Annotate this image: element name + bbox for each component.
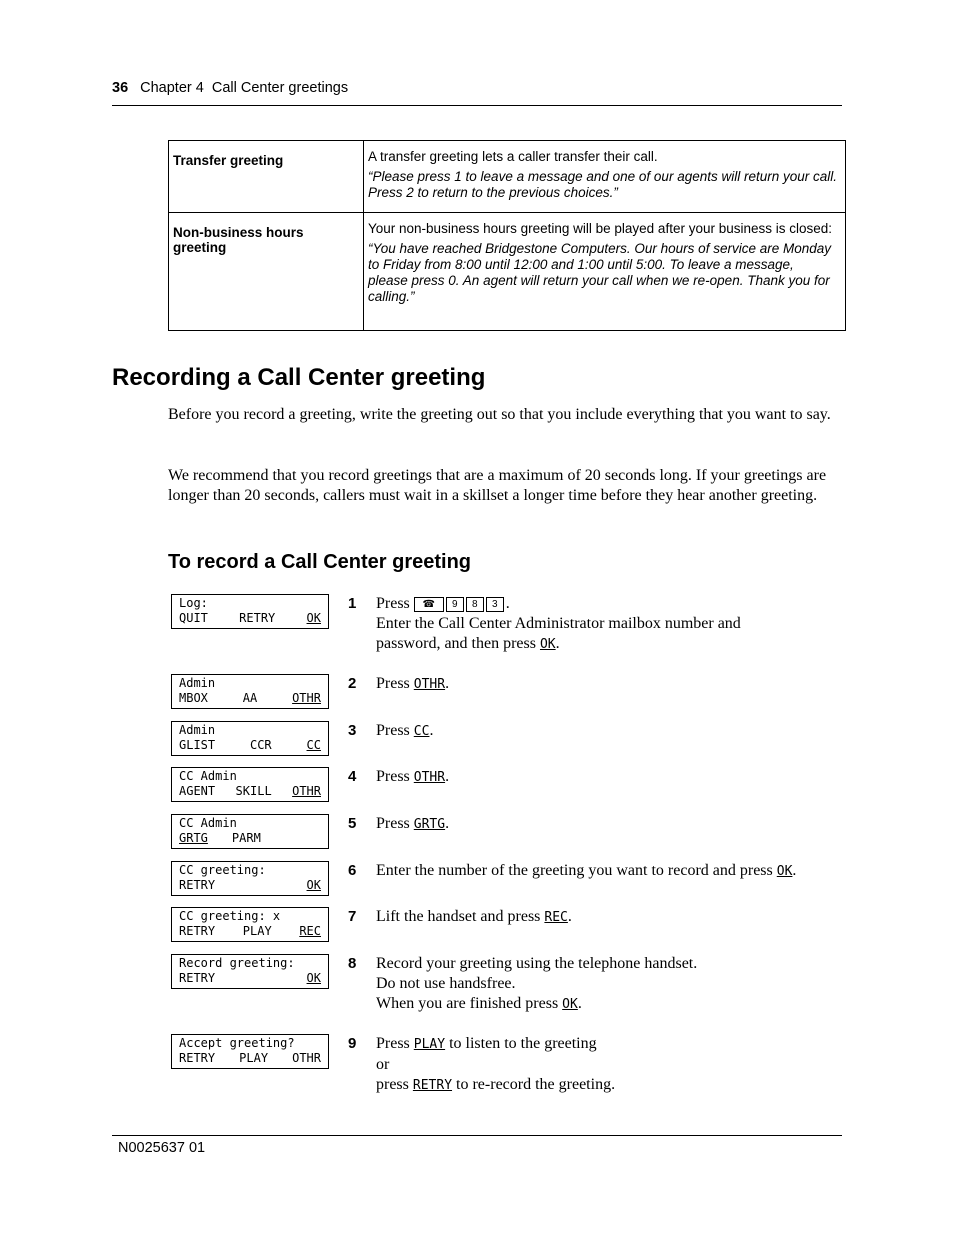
step-number: 2: [348, 675, 357, 692]
step-text: [376, 674, 846, 695]
softkey-reference: OK: [539, 637, 556, 652]
softkey-label: RETRY: [179, 878, 216, 892]
display-prompt: Admin: [179, 723, 216, 737]
step-text-part: press: [376, 1076, 409, 1093]
step-text: [376, 814, 846, 835]
telephone-display: [171, 594, 329, 629]
section-title: Recording a Call Center greeting: [112, 364, 486, 391]
description-text: Your non-business hours greeting will be played after your business is closed:: [368, 221, 833, 236]
softkey-label: OTHR: [292, 1051, 321, 1065]
softkey-label: SKILL: [235, 784, 272, 798]
softkey-reference: GRTG: [413, 817, 446, 832]
softkey-label: CC: [306, 738, 321, 752]
softkey-label: MBOX: [179, 691, 208, 705]
step-text-part: When you are finished press: [376, 995, 559, 1012]
display-prompt: CC Admin: [179, 816, 237, 830]
greeting-type-label: Non-business hours greeting: [169, 213, 364, 331]
description-text: A transfer greeting lets a caller transfer their call.: [368, 149, 658, 164]
step-text: [376, 1034, 846, 1096]
step-text: [376, 861, 854, 882]
softkey-label: GLIST: [179, 738, 216, 752]
step-text-part: or: [376, 1056, 390, 1073]
table-row: [169, 141, 846, 213]
display-prompt: Accept greeting?: [179, 1036, 295, 1050]
display-prompt: CC greeting: x: [179, 909, 281, 923]
softkey-reference: REC: [544, 910, 568, 925]
step-text-part: Press: [376, 722, 410, 739]
step-text-part: Do not use handsfree.: [376, 975, 516, 992]
softkey-label: OTHR: [292, 784, 321, 798]
greeting-table: [168, 140, 846, 331]
greeting-description: [364, 213, 846, 331]
table-row: [169, 213, 846, 331]
telephone-display: [171, 907, 329, 942]
footer-rule: [112, 1135, 842, 1136]
chapter-title: Chapter 4 Call Center greetings: [140, 80, 349, 96]
step-number: 5: [348, 815, 357, 832]
softkey-label: GRTG: [179, 831, 208, 845]
step-text-part: .: [445, 815, 450, 832]
step-text-part: .: [445, 675, 450, 692]
softkey-label: QUIT: [179, 611, 208, 625]
softkey-reference: OK: [562, 997, 578, 1012]
step-text: [376, 767, 846, 788]
step-text-part: to listen to the greeting: [445, 1035, 597, 1052]
telephone-display: [171, 954, 329, 989]
greeting-description: [364, 141, 846, 213]
step-text: [376, 721, 846, 742]
recommendation-paragraph: We recommend that you record greetings that are a maximum of 20 seconds long. If your greetings are longer than 20 seconds, callers must wait in a skillset a longer time before they hear another greeting.: [168, 467, 827, 504]
page-number: 36: [112, 80, 129, 96]
softkey-label: OK: [306, 878, 321, 892]
softkey-label: OK: [306, 611, 321, 625]
telephone-display: [171, 1034, 329, 1069]
step-text-part: Lift the handset and press: [376, 908, 541, 925]
display-prompt: Log:: [179, 596, 208, 610]
document-number: N0025637 01: [118, 1140, 206, 1156]
softkey-label: PLAY: [242, 924, 272, 938]
softkey-label: REC: [299, 924, 321, 938]
softkey-label: OK: [306, 971, 321, 985]
header-rule: [112, 105, 842, 106]
softkey-reference: PLAY: [413, 1037, 446, 1052]
step-text-part: Enter the Call Center Administrator mailbox number and: [376, 615, 741, 632]
softkey-label: RETRY: [179, 971, 216, 985]
example-text: “Please press 1 to leave a message and one of our agents will return your call. Press 2 to return to the previous choices.”: [368, 169, 838, 200]
step-number: 8: [348, 955, 357, 972]
digit-key: 8: [466, 597, 484, 612]
softkey-label: AGENT: [179, 784, 216, 798]
step-text: [376, 594, 846, 655]
feature-key-icon: ☎: [414, 597, 444, 612]
digit-key: 9: [446, 597, 464, 612]
softkey-label: OTHR: [292, 691, 321, 705]
step-text-part: Record your greeting using the telephone handset.: [376, 955, 698, 972]
step-number: 1: [348, 595, 357, 612]
softkey-label: CCR: [249, 738, 272, 752]
softkey-reference: OK: [776, 864, 793, 879]
step-text-part: .: [445, 768, 450, 785]
softkey-label: AA: [242, 691, 258, 705]
step-text-part: password, and then press: [376, 635, 536, 652]
step-text-part: .: [792, 862, 797, 879]
softkey-reference: OTHR: [413, 677, 446, 692]
example-text: “You have reached Bridgestone Computers. Our hours of service are Monday to Friday from 8:00 until 12:00 and 1:00 until 5:00. To leave a message, please press 0. An agent will return your call when we re-open. Thank you for calling.”: [368, 241, 831, 304]
step-text-part: .: [577, 995, 582, 1012]
softkey-reference: OTHR: [413, 770, 446, 785]
page-header: [112, 80, 842, 96]
step-text-part: .: [567, 908, 572, 925]
telephone-display: [171, 767, 329, 802]
step-text-part: to re-record the greeting.: [452, 1076, 616, 1093]
step-text: [376, 907, 846, 928]
step-number: 4: [348, 768, 357, 785]
softkey-label: PARM: [231, 831, 261, 845]
step-text-part: Press: [376, 815, 410, 832]
telephone-display: [171, 721, 329, 756]
telephone-display: [171, 674, 329, 709]
step-text-part: .: [555, 635, 560, 652]
display-prompt: CC Admin: [179, 769, 237, 783]
telephone-display: [171, 861, 329, 896]
telephone-display: [171, 814, 329, 849]
softkey-reference: RETRY: [412, 1078, 453, 1093]
display-prompt: CC greeting:: [179, 863, 266, 877]
display-prompt: Admin: [179, 676, 216, 690]
procedure-title: To record a Call Center greeting: [168, 551, 472, 573]
softkey-reference: CC: [413, 724, 430, 739]
display-prompt: Record greeting:: [179, 956, 295, 970]
step-number: 9: [348, 1035, 357, 1052]
digit-key: 3: [486, 597, 504, 612]
softkey-label: RETRY: [179, 1051, 216, 1065]
step-number: 3: [348, 722, 357, 739]
step-text-part: Press: [376, 768, 410, 785]
softkey-label: RETRY: [179, 924, 216, 938]
softkey-label: RETRY: [239, 611, 276, 625]
step-number: 6: [348, 862, 357, 879]
step-text-part: .: [505, 595, 510, 612]
step-number: 7: [348, 908, 357, 925]
step-text: [376, 954, 846, 1015]
softkey-label: PLAY: [239, 1051, 269, 1065]
greeting-type-label: Transfer greeting: [169, 141, 364, 213]
step-text-part: .: [429, 722, 434, 739]
intro-paragraph: Before you record a greeting, write the greeting out so that you include everything that you want to say.: [168, 406, 831, 423]
step-text-part: Enter the number of the greeting you want to record and press: [376, 862, 773, 879]
step-text-part: Press: [376, 675, 410, 692]
step-text-part: Press: [376, 595, 410, 612]
step-text-part: Press: [376, 1035, 410, 1052]
